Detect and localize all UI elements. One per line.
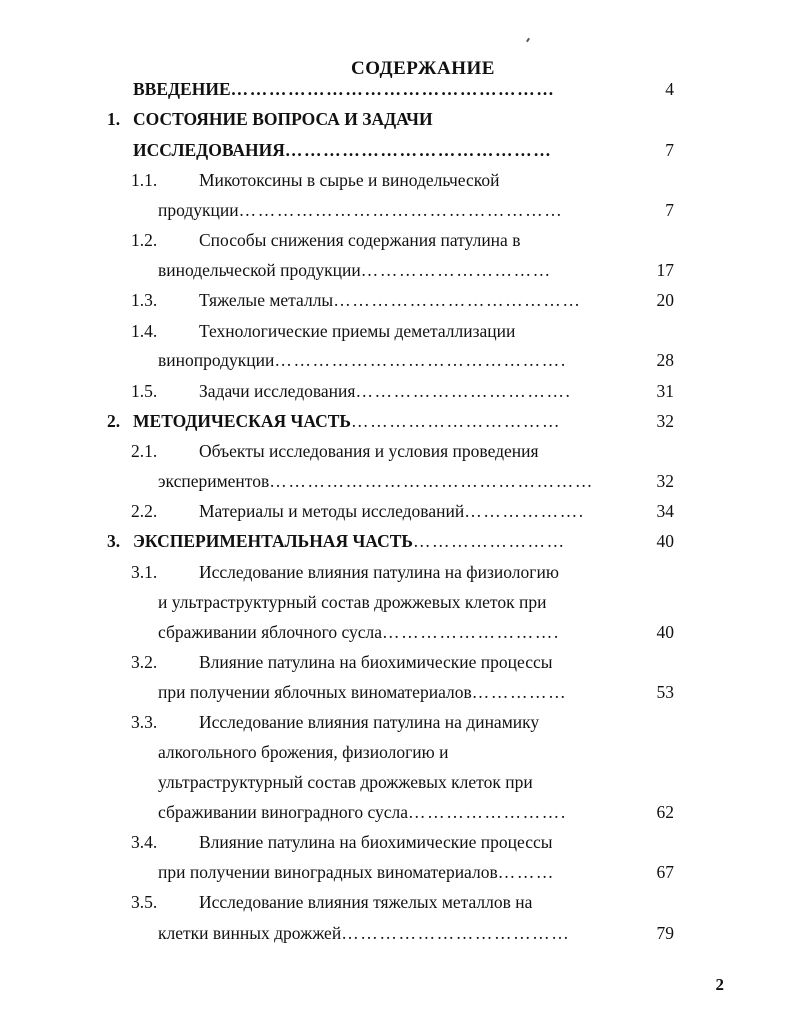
toc-subsection-number: 1.2. <box>131 230 158 250</box>
toc-page-number: 34 <box>656 501 674 521</box>
toc-entry-text: продукции <box>158 200 239 220</box>
toc-entry-1-2-cont <box>158 257 552 283</box>
toc-page-number: 20 <box>656 290 674 310</box>
toc-entry-1-5 <box>199 378 572 404</box>
toc-section-number: 1. <box>107 109 121 129</box>
toc-leader: …………………………… <box>351 411 562 431</box>
toc-page-number: 7 <box>665 140 674 160</box>
toc-entry-text: Задачи исследования <box>199 381 356 401</box>
toc-page-number: 32 <box>656 471 674 491</box>
toc-entry-3-1 <box>199 559 559 585</box>
toc-entry-text: винопродукции <box>158 350 275 370</box>
toc-section-number: 2. <box>107 411 121 431</box>
toc-subsection-number: 1.4. <box>131 321 158 341</box>
toc-entry-text: экспериментов <box>158 471 270 491</box>
toc-entry-text: Способы снижения содержания патулина в <box>199 230 521 250</box>
toc-entry-text: клетки винных дрожжей <box>158 923 342 943</box>
toc-entry-1-1 <box>199 167 500 193</box>
toc-entry-text: ЭКСПЕРИМЕНТАЛЬНАЯ ЧАСТЬ <box>133 531 413 551</box>
toc-entry-text: ВВЕДЕНИЕ <box>133 79 231 99</box>
scan-speck <box>526 38 530 42</box>
toc-entry-text: Исследование влияния патулина на динамику <box>199 712 540 732</box>
toc-entry-1-3 <box>199 287 582 313</box>
toc-entry-text: при получении яблочных виноматериалов <box>158 682 472 702</box>
toc-leader: …………………………………… <box>284 140 553 160</box>
toc-entry-3-4-cont <box>158 859 555 885</box>
toc-entry-section-1 <box>133 106 433 132</box>
toc-entry-1-2 <box>199 227 520 253</box>
toc-page-number: 40 <box>656 531 674 551</box>
toc-entry-3-2-cont <box>158 679 567 705</box>
toc-entry-text: МЕТОДИЧЕСКАЯ ЧАСТЬ <box>133 411 352 431</box>
toc-entry-3-2 <box>199 649 553 675</box>
toc-subsection-number: 3.5. <box>131 892 158 912</box>
toc-entry-text: Тяжелые металлы <box>199 290 334 310</box>
toc-section-number: 3. <box>107 531 121 551</box>
toc-entry-1-4-cont <box>158 347 567 373</box>
toc-entry-text: Влияние патулина на биохимические процессы <box>199 652 553 672</box>
toc-page-number: 32 <box>656 411 674 431</box>
toc-entry-3-5-cont <box>158 920 570 946</box>
toc-entry-2-2 <box>199 498 585 524</box>
toc-entry-3-4 <box>199 829 553 855</box>
toc-entry-3-3-cont2 <box>158 769 533 795</box>
toc-leader: …………………… <box>412 531 566 551</box>
page-title-text: СОДЕРЖАНИЕ <box>351 58 495 79</box>
toc-subsection-number: 1.1. <box>131 170 158 190</box>
toc-subsection-number: 3.2. <box>131 652 158 672</box>
toc-entry-text: Влияние патулина на биохимические процессы <box>199 832 553 852</box>
toc-entry-text: винодельческой продукции <box>158 260 361 280</box>
toc-leader: …………………………………………… <box>269 471 594 491</box>
toc-entry-text: ИССЛЕДОВАНИЯ <box>133 140 285 160</box>
toc-subsection-number: 2.2. <box>131 501 158 521</box>
toc-entry-text: алкогольного брожения, физиологию и <box>158 742 449 762</box>
toc-page-number: 40 <box>656 622 674 642</box>
toc-entry-section-1-cont <box>133 137 552 163</box>
toc-leader: ………………………… <box>360 260 552 280</box>
page-number: 2 <box>715 975 724 994</box>
toc-entry-1-4 <box>199 318 515 344</box>
toc-entry-3-3-cont3 <box>158 799 567 825</box>
toc-page-number: 4 <box>665 79 674 99</box>
toc-entry-2-1-cont <box>158 468 594 494</box>
toc-leader: ……… <box>497 862 556 882</box>
toc-entry-text: сбраживании виноградного сусла <box>158 802 409 822</box>
toc-leader: …………………………………………… <box>230 79 556 99</box>
toc-leader: …………… <box>471 682 568 702</box>
toc-entry-3-5 <box>199 889 532 915</box>
toc-entry-text: СОСТОЯНИЕ ВОПРОСА И ЗАДАЧИ <box>133 109 433 129</box>
toc-leader: ………………………………… <box>333 290 582 310</box>
toc-leader: ……………………. <box>408 802 567 822</box>
toc-entry-text: Микотоксины в сырье и винодельческой <box>199 170 500 190</box>
toc-page-number: 7 <box>665 200 674 220</box>
toc-leader: ………………. <box>464 501 585 521</box>
toc-leader: …………………………………………… <box>238 200 564 220</box>
toc-page-number: 67 <box>656 862 674 882</box>
toc-entry-text: сбраживании яблочного сусла <box>158 622 383 642</box>
toc-page-number: 31 <box>656 381 674 401</box>
toc-leader: ………………………. <box>382 622 560 642</box>
toc-subsection-number: 1.5. <box>131 381 158 401</box>
toc-leader: ………………………………………. <box>274 350 567 370</box>
toc-entry-1-1-cont <box>158 197 563 223</box>
toc-entry-3-1-cont2 <box>158 619 560 645</box>
toc-leader: ……………………………. <box>355 381 572 401</box>
toc-subsection-number: 2.1. <box>131 441 158 461</box>
toc-entry-text: Материалы и методы исследований <box>199 501 465 521</box>
toc-entry-3-3-cont <box>158 739 448 765</box>
toc-entry-text: при получении виноградных виноматериалов <box>158 862 498 882</box>
toc-page-number: 79 <box>656 923 674 943</box>
toc-subsection-number: 3.1. <box>131 562 158 582</box>
toc-entry-text: ультраструктурный состав дрожжевых клеток при <box>158 772 533 792</box>
toc-page-number: 62 <box>656 802 674 822</box>
toc-entry-text: Технологические приемы деметаллизации <box>199 321 516 341</box>
toc-entry-text: Исследование влияния тяжелых металлов на <box>199 892 533 912</box>
toc-subsection-number: 3.3. <box>131 712 158 732</box>
toc-entry-text: Исследование влияния патулина на физиологию <box>199 562 559 582</box>
toc-entry-2-1 <box>199 438 539 464</box>
toc-entry-3-1-cont <box>158 589 546 615</box>
toc-entry-text: и ультраструктурный состав дрожжевых клеток при <box>158 592 547 612</box>
toc-leader: ……………………………… <box>341 923 571 943</box>
toc-page-number: 28 <box>656 350 674 370</box>
toc-entry-3-3 <box>199 709 539 735</box>
toc-entry-section-2 <box>133 408 561 434</box>
toc-subsection-number: 3.4. <box>131 832 158 852</box>
toc-entry-text: Объекты исследования и условия проведения <box>199 441 539 461</box>
toc-entry-introduction <box>133 76 555 102</box>
toc-subsection-number: 1.3. <box>131 290 158 310</box>
toc-page-number: 17 <box>656 260 674 280</box>
toc-page-number: 53 <box>656 682 674 702</box>
toc-entry-section-3 <box>133 528 566 554</box>
